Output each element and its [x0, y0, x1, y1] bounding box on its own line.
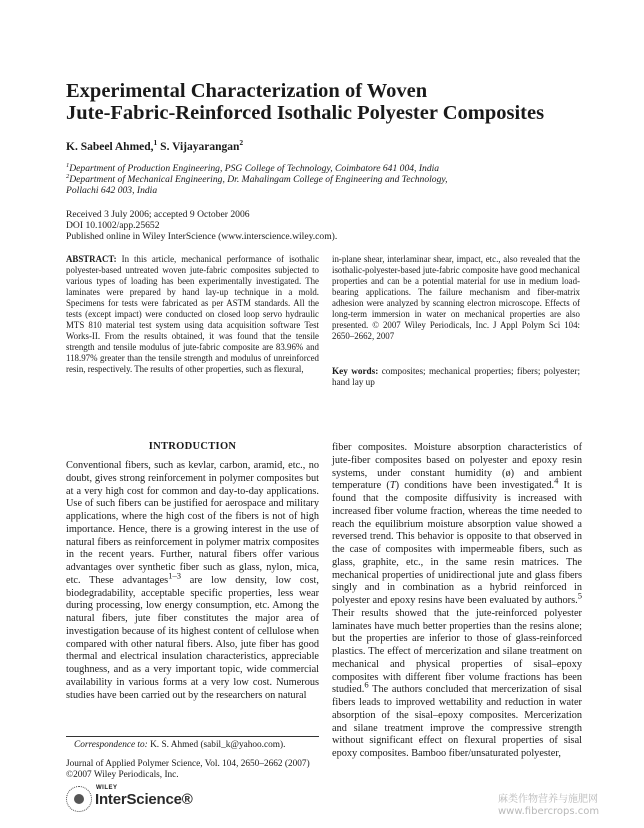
watermark-line-1: 麻类作物营养与施肥网: [498, 794, 598, 805]
affiliations: [66, 163, 586, 196]
title-line-2: Jute-Fabric-Reinforced Isothalic Polyester Composites: [66, 102, 545, 124]
citation-mark: 4: [554, 475, 559, 486]
intro-text-part: The authors concluded that mercerization of sisal fibers leads to improved wettability and reduction in water absorption of the sisal–epoxy composites. Mercerization and silane treatment improve the compressive strength without significant effect on flexural properties of sisal epoxy composites. Bamboo fiber/unsaturated polyester,: [332, 684, 582, 759]
wiley-interscience-logo: [66, 784, 216, 814]
logo-wiley-text: WILEY: [96, 785, 118, 791]
affil-1-mark: 1: [66, 161, 70, 169]
affiliation-2-cont: Pollachi 642 003, India: [66, 185, 158, 196]
keywords-text: composites; mechanical properties; fibers; polyester; hand lay up: [332, 366, 581, 388]
journal-info: Journal of Applied Polymer Science, Vol. 104, 2650–2662 (2007): [66, 759, 310, 769]
abstract-text-left: In this article, mechanical performance of isothalic polyester-based untreated woven jute-fabric composites subjected to various types of loading has been experimentally investigated. The laminates were prepared by hand lay-up technique in a mold. Specimens for tests were fabricated as per ASTM standards. All the tests (except impact) were conducted on closed loop servo hydraulic MTS 810 material test system using data acquisition software Test Works-II. From the results obtained, it was found that the tensile strength and tensile modulus of jute-fabric composite are 83.96% and 118.97% greater than the tensile strength and modulus of unreinforced resin, respectively. The results of other properties, such as flexural,: [66, 254, 320, 375]
correspondence-label: Correspondence to:: [74, 740, 148, 750]
wiley-seal-icon: [66, 786, 92, 812]
intro-column-right: [332, 442, 582, 761]
doi: DOI 10.1002/app.25652: [66, 220, 160, 231]
intro-text-part: fiber composites. Moisture absorption characteristics of jute-fiber composites based on polyester and epoxy resin systems, under constant humidity (ø) and ambient temperature (: [332, 442, 582, 492]
copyright: ©2007 Wiley Periodicals, Inc.: [66, 769, 179, 780]
correspondence-text: K. S. Ahmed (sabil_k@yahoo.com).: [147, 740, 286, 750]
abstract-left: [66, 254, 319, 376]
logo-brand-text: InterScience®: [95, 791, 193, 808]
article-history: [66, 209, 466, 242]
symbol-temperature: T: [389, 480, 396, 492]
keywords: [332, 366, 580, 389]
abstract-right: [332, 254, 580, 342]
author-1-affil-mark: 1: [153, 138, 158, 148]
intro-text-part: are low density, low cost, biodegradability, acceptable specific properties, less wear during processing, low energy consumption, etc. Among the natural fibers, jute fiber constitutes the major area of investigation because of its highest content of cellulose when compared with other natural fibers. Also, jute fiber has good thermal and electrical insulation characteristics, appreciable toughness, and as a very important topic, wide commercial availability in various forms at a very low cost. Numerous studies have been carried out by the researchers on natural: [66, 574, 319, 701]
received-date: Received 3 July 2006; accepted 9 October 2006: [66, 209, 250, 220]
affiliation-2: Department of Mechanical Engineering, Dr. Mahalingam College of Engineering and Technology,: [69, 174, 448, 185]
watermark-line-2: www.fibercrops.com: [498, 806, 600, 817]
abstract-label: ABSTRACT:: [66, 254, 117, 264]
abstract-text-right: in-plane shear, interlaminar shear, impact, etc., also revealed that the isothalic-polyester-based jute-fabric composite have good mechanical properties and can be a potential material for use in medium load-bearing applications. The failure mechanism and fiber-matrix adhesion were analyzed by scanning electron microscope. Effects of long-term immersion in water on mechanical properties are also presented. © 2007 Wiley Periodicals, Inc. J Appl Polym Sci 104: 2650–2662, 2007: [332, 254, 580, 342]
article-title: [66, 80, 586, 124]
published-online: Published online in Wiley InterScience (www.interscience.wiley.com).: [66, 231, 338, 242]
intro-text-part: ) conditions have been investigated.: [395, 480, 555, 492]
keywords-label: Key words:: [332, 366, 379, 376]
author-1: K. Sabeel Ahmed,: [66, 141, 154, 153]
journal-citation: [66, 759, 326, 781]
title-line-1: Experimental Characterization of Woven: [66, 80, 428, 102]
correspondence-footnote: [74, 740, 324, 750]
intro-text-part: It is found that the composite diffusivity is increased with increased fiber volume fraction, whereas the time needed to reach the equilibrium moisture absorption value showed a reversed trend. This behavior is opposite to that observed in the case of composites with impermeable fibers, such as glass, graphite, etc., in the same resin matrices. The mechanical properties of unidirectional jute and glass fibers singly and in combination as a hybrid reinforced in polyester and epoxy resins have been evaluated by authors.: [332, 480, 582, 606]
citation-mark: 5: [577, 590, 582, 601]
author-2-affil-mark: 2: [239, 138, 244, 148]
section-heading-introduction: INTRODUCTION: [148, 441, 237, 452]
site-watermark: [498, 794, 599, 818]
author-list: [66, 138, 244, 153]
citation-mark: 1–3: [168, 570, 182, 581]
intro-text-part: Their results showed that the jute-reinforced polyester laminates have much better properties than the resins alone; but the properties are inferior to those of glass-reinforced plastics. The effect of mercerization and silane treatment on mechanical and physical properties of sisal–epoxy composites with different fiber volume fractions has been studied.: [332, 607, 582, 696]
affiliation-1: Department of Production Engineering, PSG College of Technology, Coimbatore 641 004, India: [69, 163, 440, 174]
author-2: S. Vijayarangan: [160, 141, 240, 153]
intro-text-part: Conventional fibers, such as kevlar, carbon, aramid, etc., no doubt, gives strong reinforcement in polymer composites but at a very high cost for common and day-to-day applications. Use of such fibers can be justified for aerospace and military applications, where the high cost of the fibers is not of high importance. Hence, there is a growing interest in the use of natural fibers as reinforcement in polymer matrix composites in the recent years. Further, natural fibers offer various advantages over synthetic fiber such as glass, nylon, mica, etc. These advantages: [66, 460, 319, 586]
affil-2-mark: 2: [66, 172, 70, 180]
citation-mark: 6: [364, 679, 369, 690]
footnote-divider: [66, 736, 319, 737]
intro-column-left: [66, 460, 319, 702]
